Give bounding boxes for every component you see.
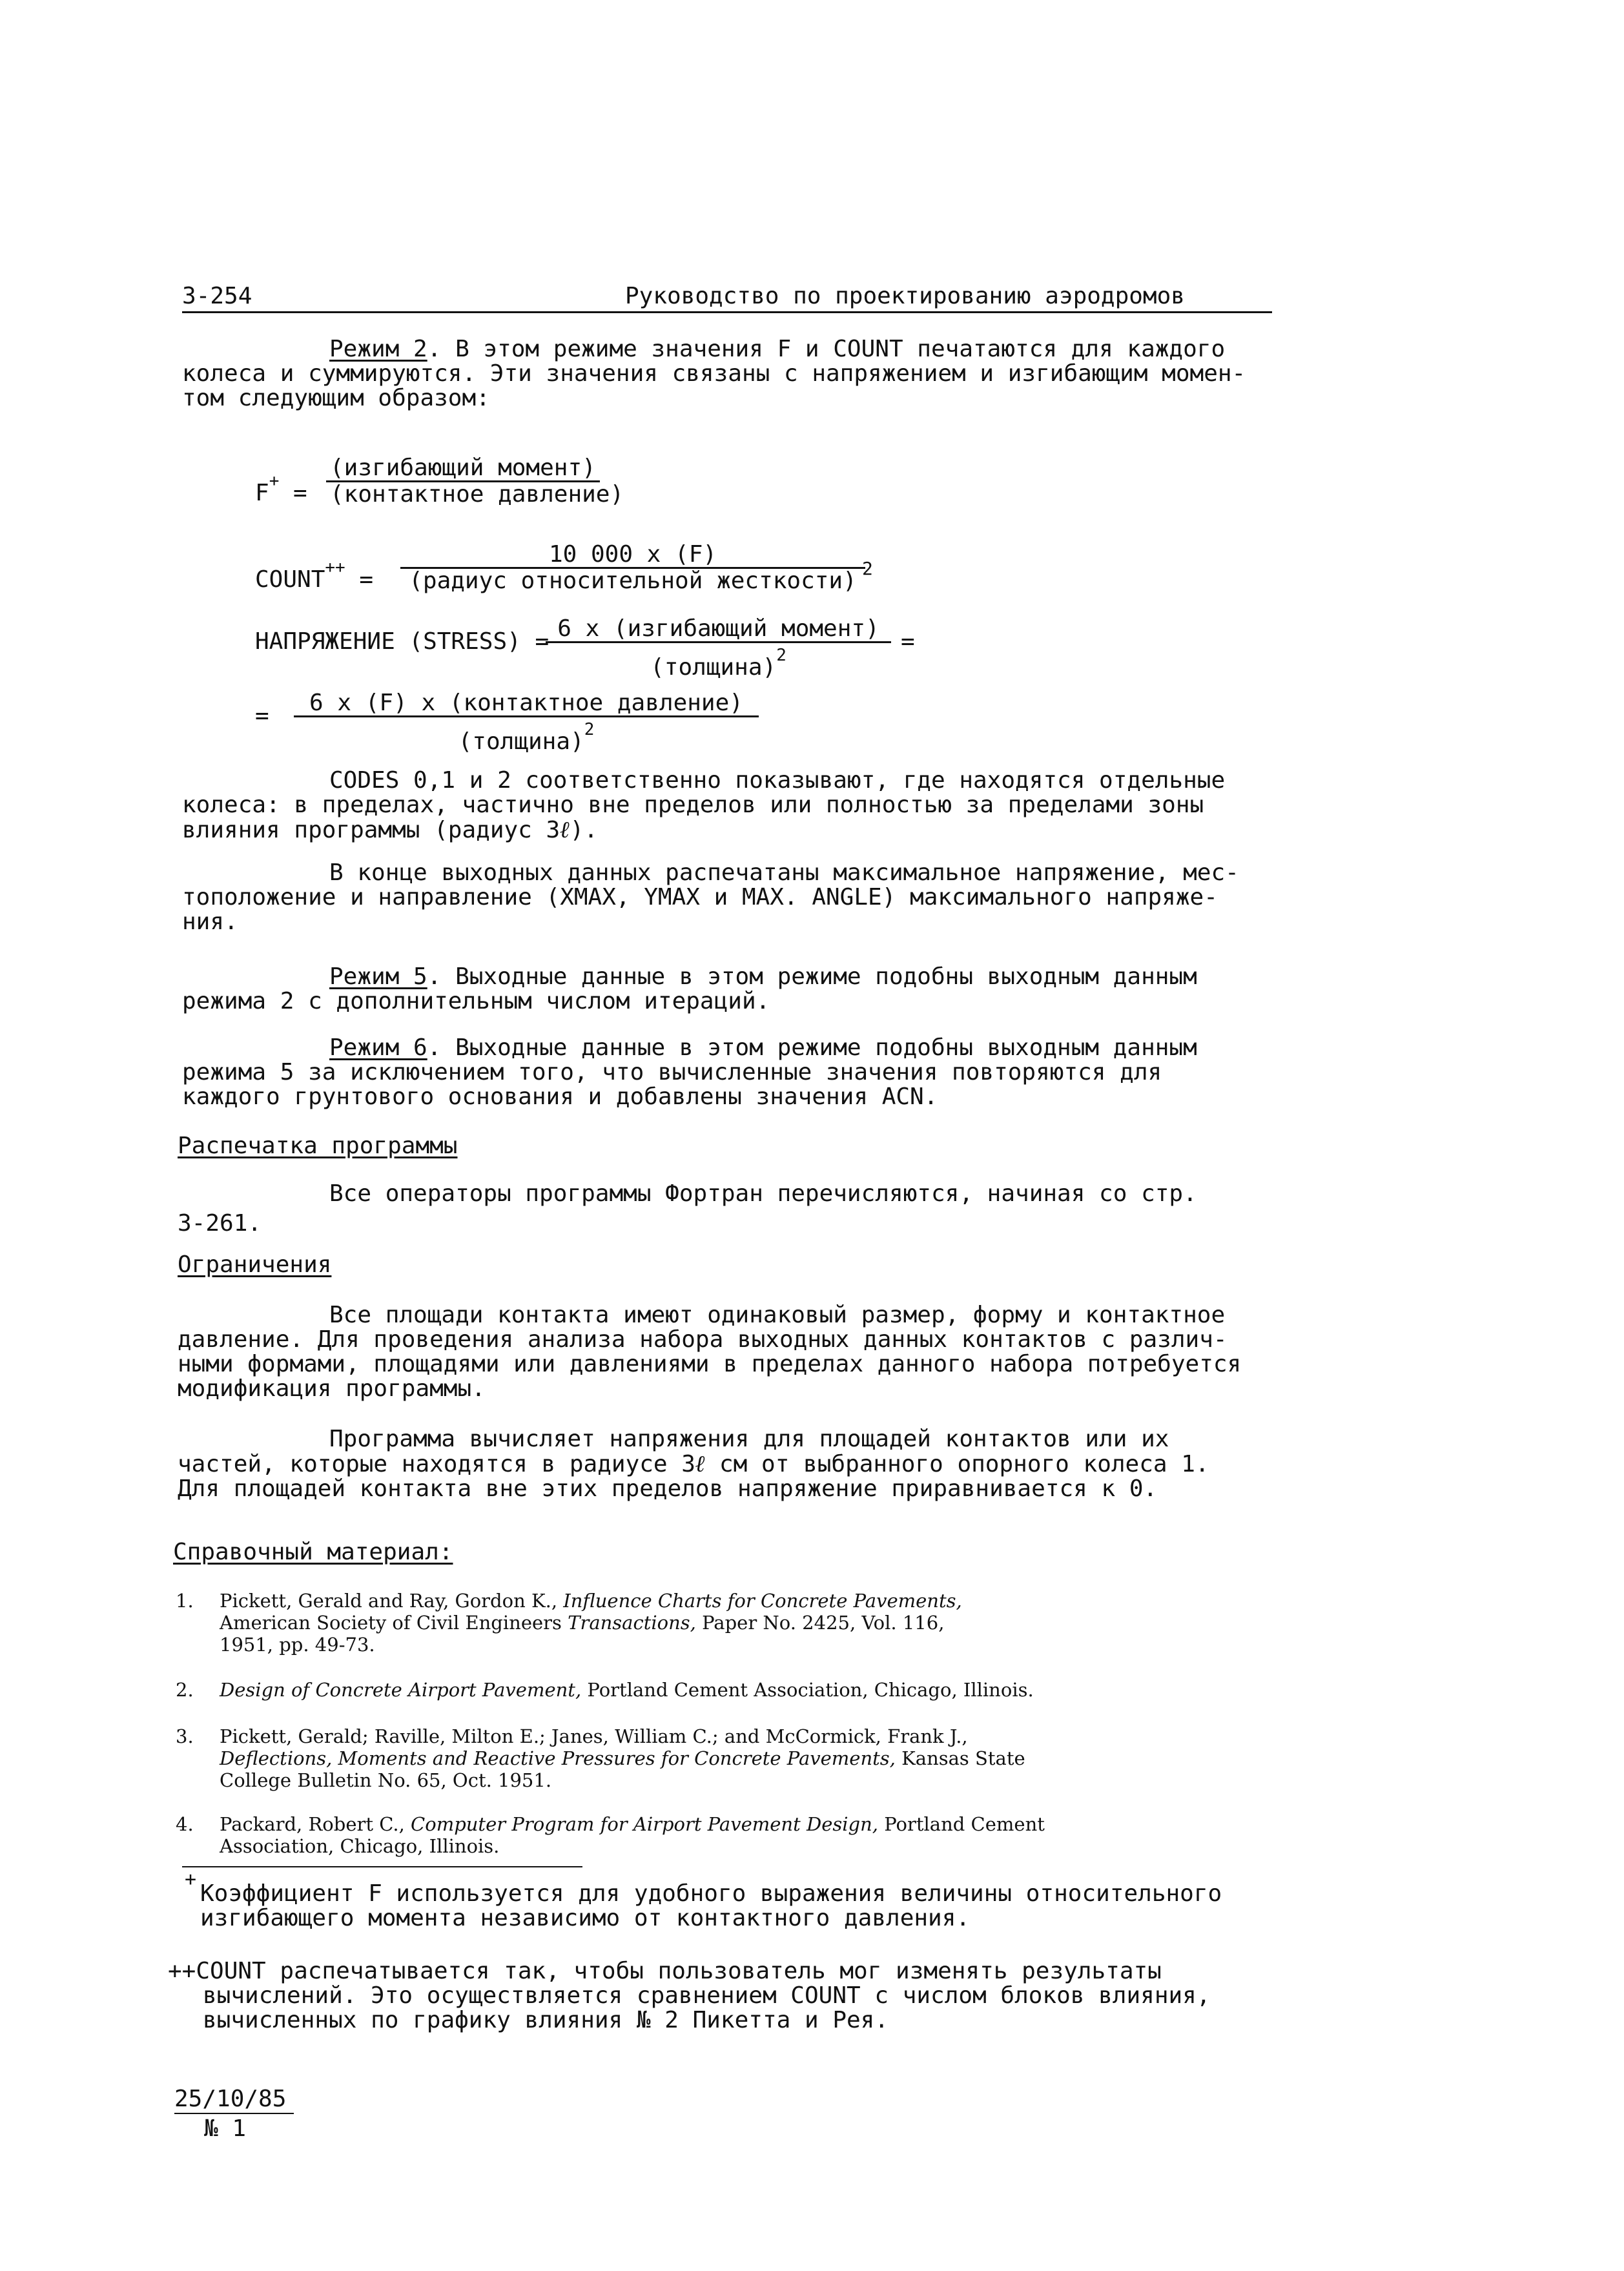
- footnote-line: Коэффициент F используется для удобного выражения величины относительного: [200, 1880, 1222, 1907]
- limits-paragraph-1: [178, 1303, 1241, 1401]
- codes-line: CODES 0,1 и 2 соответственно показывают, где находятся отдельные: [329, 767, 1226, 794]
- reference-number: 1.: [176, 1590, 194, 1612]
- page-number: 3-254: [182, 283, 252, 309]
- formula-count-lhs: COUNT: [255, 566, 325, 593]
- formula-stress-den-power: 2: [776, 646, 786, 665]
- mode2-line: . В этом режиме значения F и COUNT печатаются для каждого: [427, 336, 1226, 362]
- reference-title: Design of Concrete Airport Pavement,: [220, 1679, 582, 1701]
- reference-title: Computer Program for Airport Pavement Design,: [411, 1813, 878, 1835]
- footer-number: № 1: [204, 2115, 247, 2142]
- reference-number: 2.: [176, 1679, 194, 1701]
- formula-f-sup: +: [269, 471, 280, 491]
- mode6-label: Режим 6: [329, 1034, 427, 1061]
- formula-stress-fraction: [546, 617, 891, 680]
- header-rule: [182, 311, 1272, 313]
- mode2-line: колеса и суммируются. Эти значения связаны с напряжением и изгибающим момен-: [182, 360, 1246, 387]
- formula-f-denominator: (контактное давление): [330, 481, 624, 508]
- reference-text: College Bulletin No. 65, Oct. 1951.: [220, 1769, 552, 1791]
- reference-text: American Society of Civil Engineers: [220, 1612, 568, 1634]
- listing-heading: Распечатка программы: [178, 1133, 458, 1159]
- limits-paragraph-2: [178, 1427, 1209, 1501]
- limits-line: Программа вычисляет напряжения для площадей контактов или их: [329, 1426, 1169, 1452]
- formula-stress2-numerator: 6 x (F) x (контактное давление): [294, 691, 759, 717]
- reference-text: Pickett, Gerald; Raville, Milton E.; Janes, William C.; and McCormick, Frank J.,: [220, 1725, 968, 1747]
- codes-paragraph: [182, 768, 1225, 843]
- limits-line: Для площадей контакта вне этих пределов напряжение приравнивается к 0.: [178, 1475, 1158, 1502]
- reference-number: 3.: [176, 1725, 194, 1747]
- reference-text: Association, Chicago, Illinois.: [220, 1835, 500, 1857]
- formula-count-numerator: 10 000 x (F): [400, 542, 865, 569]
- output-end-line: тоположение и направление (XMAX, YMAX и MAX. ANGLE) максимального напряже-: [182, 884, 1218, 910]
- listing-line: Все операторы программы Фортран перечисляются, начиная со стр.: [329, 1180, 1197, 1207]
- reference-text: Packard, Robert C.,: [220, 1813, 411, 1835]
- script-l-symbol: ℓ: [695, 1450, 706, 1477]
- reference-journal: Transactions,: [568, 1612, 696, 1634]
- formula-f-numerator: (изгибающий момент): [326, 456, 600, 482]
- running-title: Руководство по проектированию аэродромов: [625, 283, 1185, 309]
- reference-text: Portland Cement: [878, 1813, 1045, 1835]
- formula-stress2-eq: =: [255, 703, 269, 729]
- listing-paragraph: [178, 1182, 1197, 1236]
- formula-f: [255, 469, 307, 506]
- reference-text: Kansas State: [895, 1747, 1025, 1769]
- formula-count-fraction: [400, 542, 865, 593]
- reference-title: Influence Charts for Concrete Pavements,: [563, 1590, 962, 1612]
- formula-count: [255, 555, 373, 592]
- footnote-mark: +: [185, 1868, 197, 1891]
- mode5-line: . Выходные данные в этом режиме подобны выходным данным: [427, 963, 1197, 990]
- limits-line: давление. Для проведения анализа набора выходных данных контактов с различ-: [178, 1326, 1228, 1353]
- formula-stress-lhs: НАПРЯЖЕНИЕ (STRESS) =: [255, 628, 550, 655]
- mode6-line: . Выходные данные в этом режиме подобны выходным данным: [427, 1034, 1197, 1061]
- formula-count-sup: ++: [325, 558, 345, 577]
- output-end-line: ния.: [182, 909, 238, 935]
- codes-line: влияния программы (радиус 3: [182, 817, 560, 843]
- footnote-2: [168, 1959, 1211, 2033]
- limits-line: модификация программы.: [178, 1375, 486, 1402]
- footer-rule: [174, 2113, 294, 2114]
- reference-title: Deflections, Moments and Reactive Pressures for Concrete Pavements,: [220, 1747, 896, 1769]
- formula-count-power: 2: [862, 558, 873, 579]
- mode2-paragraph: [182, 337, 1246, 411]
- footnote-mark: ++: [168, 1958, 196, 1984]
- limits-line: Все площади контакта имеют одинаковый размер, форму и контактное: [329, 1302, 1226, 1328]
- mode6-paragraph: [182, 1036, 1197, 1109]
- formula-stress2-denominator: (толщина): [458, 728, 584, 755]
- mode6-line: каждого грунтового основания и добавлены значения ACN.: [182, 1084, 938, 1110]
- footnote-line: вычислений. Это осуществляется сравнением COUNT с числом блоков влияния,: [203, 1982, 1211, 2009]
- formula-stress2-fraction: [294, 691, 759, 754]
- footnote-line: изгибающего момента независимо от контактного давления.: [200, 1905, 971, 1931]
- output-end-paragraph: [182, 861, 1239, 934]
- reference-text: Portland Cement Association, Chicago, Illinois.: [581, 1679, 1034, 1701]
- footer-date: 25/10/85: [174, 2086, 287, 2112]
- formula-f-fraction: [326, 456, 624, 507]
- mode2-line: том следующим образом:: [182, 385, 490, 411]
- footnote-line: COUNT распечатывается так, чтобы пользователь мог изменять результаты: [196, 1958, 1162, 1984]
- codes-line: колеса: в пределах, частично вне пределов или полностью за пределами зоны: [182, 792, 1204, 818]
- reference-text: Paper No. 2425, Vol. 116,: [695, 1612, 945, 1634]
- output-end-line: В конце выходных данных распечатаны максимальное напряжение, мес-: [329, 859, 1239, 886]
- footnote-line: вычисленных по графику влияния № 2 Пикетта и Рея.: [203, 2007, 889, 2033]
- formula-stress-denominator: (толщина): [650, 654, 777, 681]
- limits-line-end: см от выбранного опорного колеса 1.: [705, 1451, 1209, 1477]
- formula-f-eq: =: [293, 480, 307, 506]
- listing-line: 3-261.: [178, 1210, 262, 1237]
- reference-text: Pickett, Gerald and Ray, Gordon K.,: [220, 1590, 564, 1612]
- limits-heading: Ограничения: [178, 1251, 332, 1278]
- formula-f-lhs: F: [255, 480, 269, 506]
- mode6-line: режима 5 за исключением того, что вычисленные значения повторяются для: [182, 1059, 1162, 1085]
- limits-line: ными формами, площадями или давлениями в пределах данного набора потребуется: [178, 1351, 1242, 1377]
- codes-line-end: ).: [570, 817, 598, 843]
- script-l-symbol: ℓ: [560, 816, 570, 843]
- references-heading: Справочный материал:: [173, 1539, 453, 1565]
- mode5-label: Режим 5: [329, 963, 427, 990]
- formula-stress-numerator: 6 x (изгибающий момент): [546, 617, 891, 643]
- reference-number: 4.: [176, 1813, 194, 1835]
- footnote-rule: [182, 1866, 582, 1867]
- formula-stress-trailing-eq: =: [901, 628, 915, 655]
- formula-stress2-den-power: 2: [584, 720, 595, 739]
- mode2-label: Режим 2: [329, 336, 427, 362]
- limits-line: частей, которые находятся в радиусе 3: [178, 1451, 695, 1477]
- formula-count-denominator: (радиус относительной жесткости): [409, 568, 857, 594]
- formula-count-eq: =: [359, 566, 374, 593]
- mode5-paragraph: [182, 965, 1197, 1014]
- reference-text: 1951, pp. 49-73.: [220, 1634, 375, 1656]
- mode5-line: режима 2 с дополнительным числом итераций.: [182, 988, 770, 1014]
